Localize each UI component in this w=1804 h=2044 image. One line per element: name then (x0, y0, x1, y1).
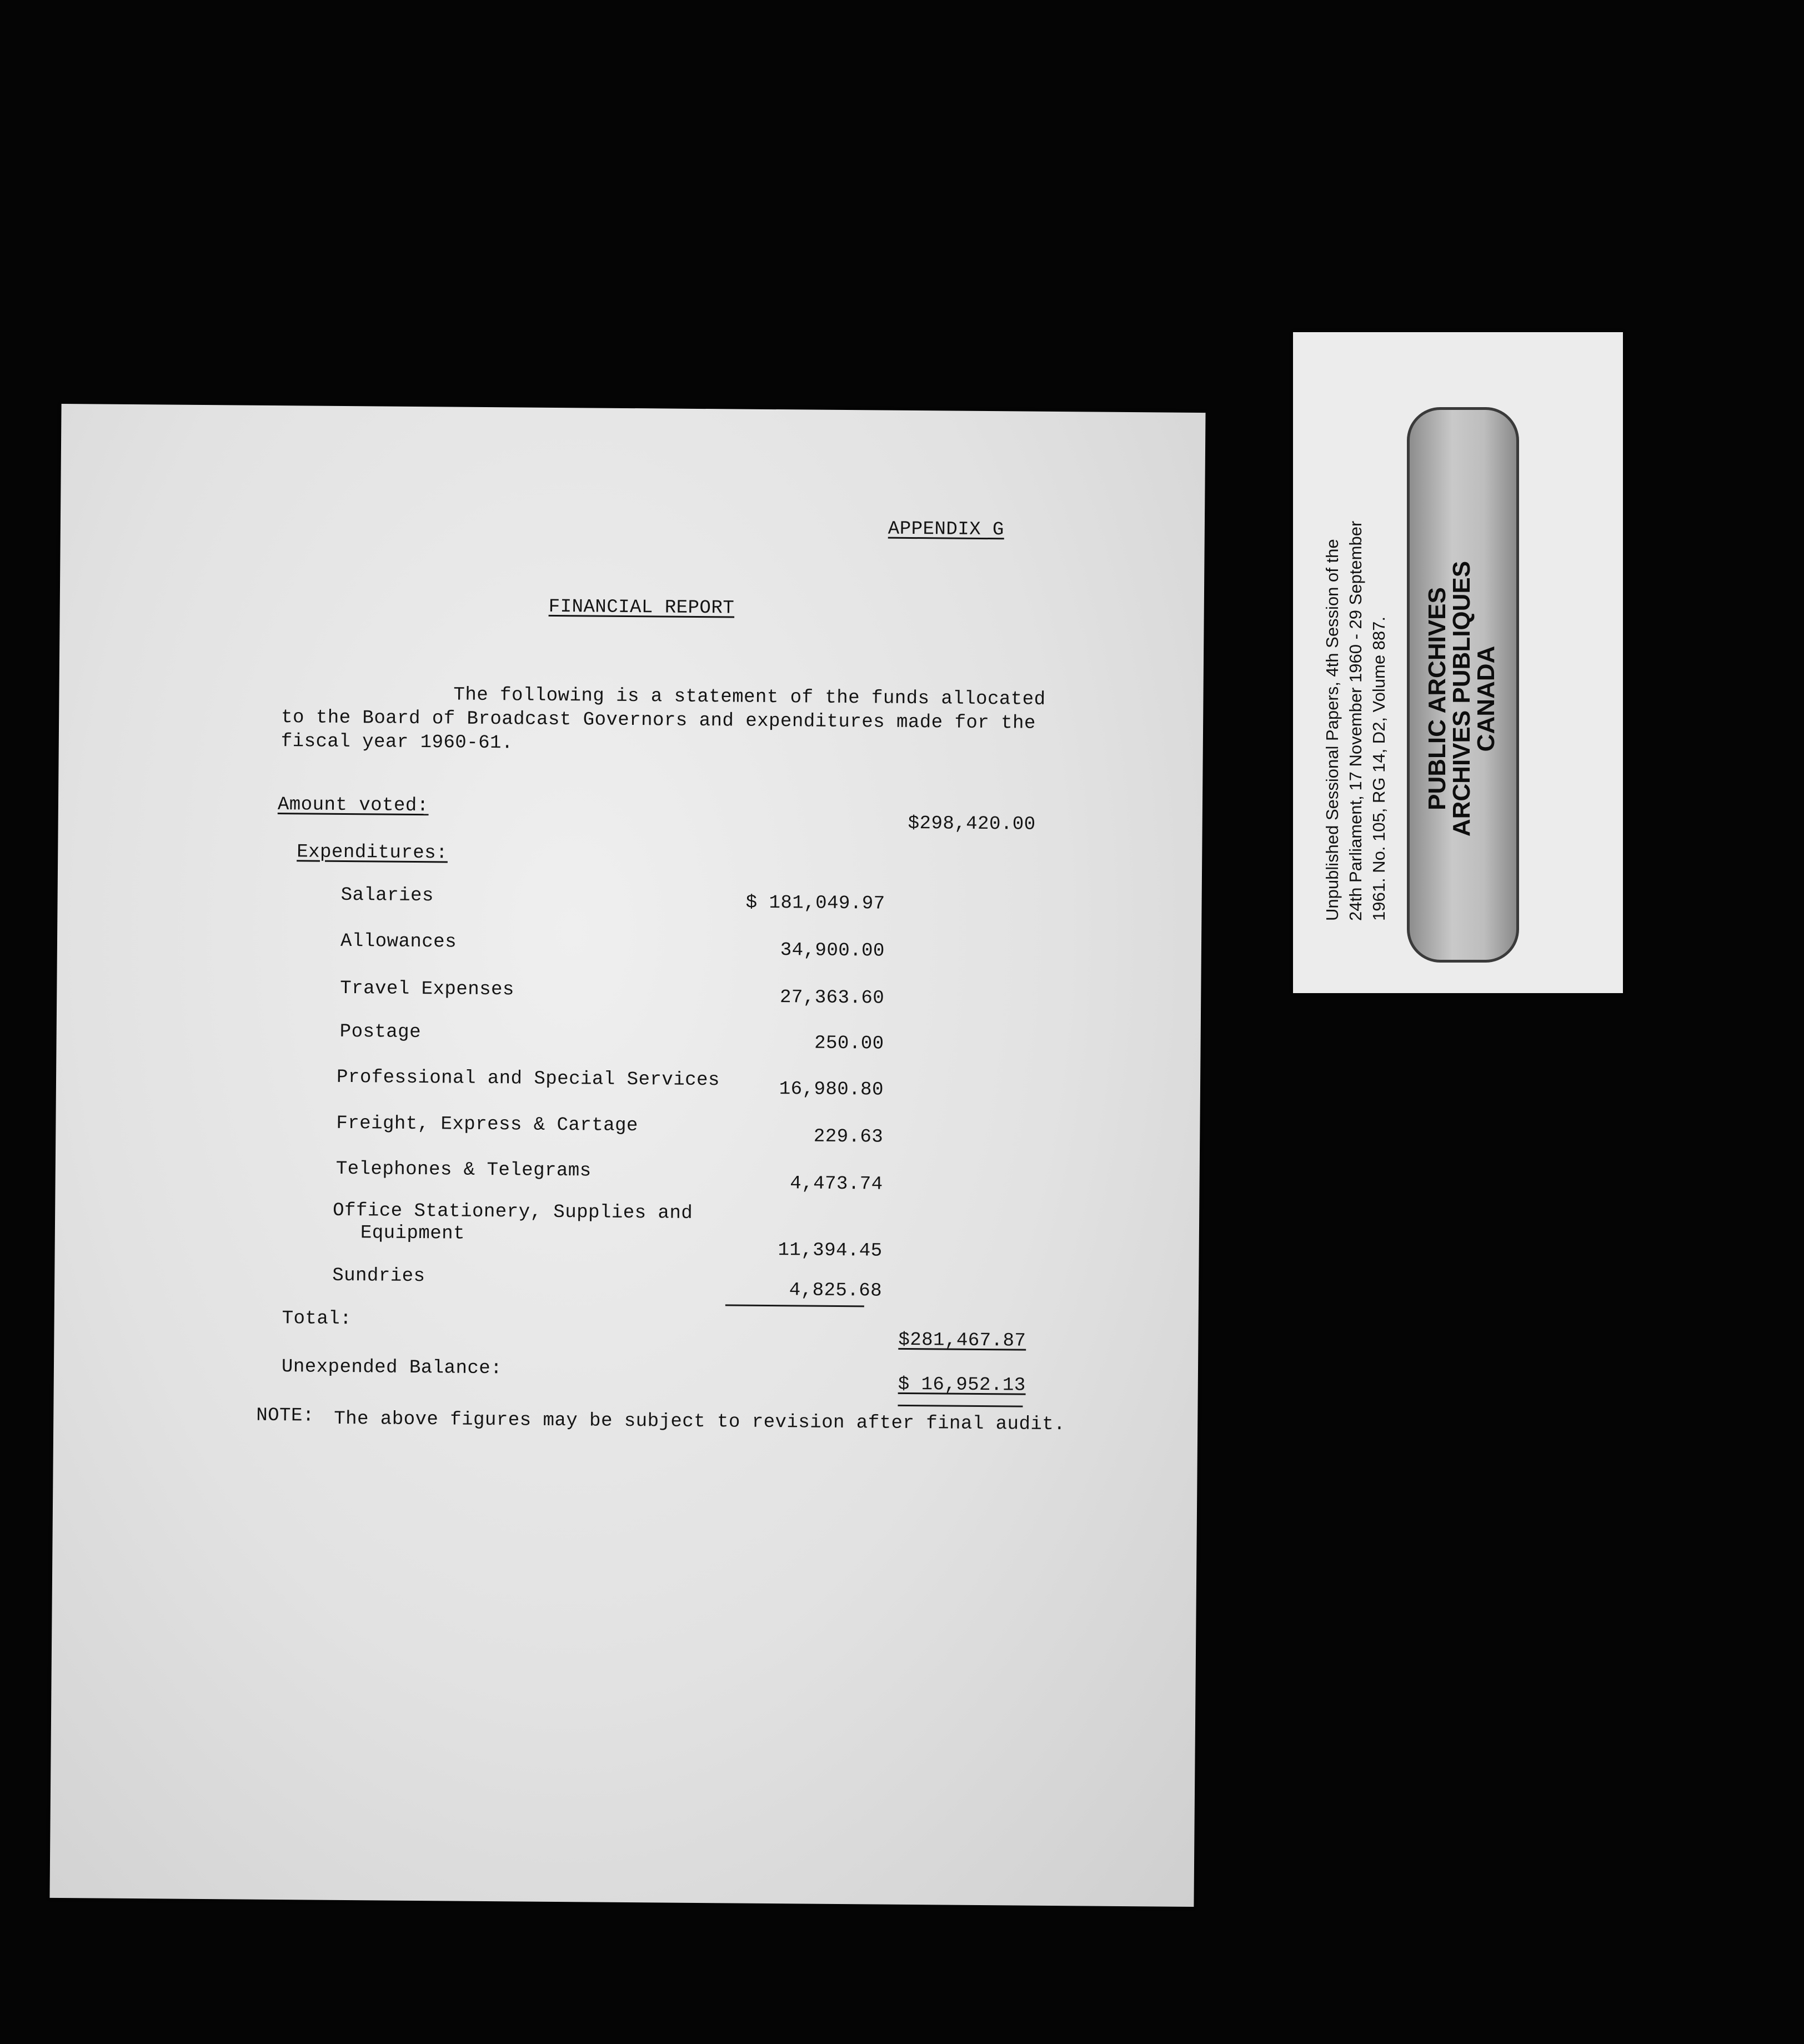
expenditures-label: Expenditures: (297, 841, 448, 864)
subtotal-rule (725, 1304, 864, 1307)
note-text: The above figures may be subject to revision after final audit. (334, 1408, 1066, 1436)
intro-line-1: The following is a statement of the funds allocated (453, 684, 1046, 710)
intro-line-2: to the Board of Broadcast Governors and expenditures made for the (281, 707, 1036, 734)
expense-label: Postage (339, 1021, 422, 1044)
expense-label: Sundries (332, 1265, 425, 1287)
amount-voted-label: Amount voted: (277, 794, 429, 817)
expense-value: 4,825.68 (789, 1280, 883, 1302)
stamp-line: CANADA (1472, 645, 1500, 752)
double-underline (898, 1405, 1023, 1407)
expense-value: 34,900.00 (780, 940, 885, 962)
citation-line: 24th Parliament, 17 November 1960 - 29 September (1346, 520, 1365, 921)
expense-value: $ 181,049.97 (745, 892, 885, 915)
citation-line: 1961. No. 105, RG 14, D2, Volume 887. (1369, 616, 1389, 921)
expense-label-continued: Equipment (360, 1223, 465, 1245)
expense-value: 27,363.60 (779, 987, 885, 1009)
intro-line-3: fiscal year 1960-61. (280, 731, 514, 754)
expense-label: Allowances (340, 930, 457, 953)
appendix-label: APPENDIX G (888, 518, 1005, 541)
expense-label: Freight, Express & Cartage (336, 1113, 639, 1137)
balance-value: $ 16,952.13 (898, 1374, 1026, 1396)
expense-label: Salaries (340, 884, 434, 907)
expense-label: Professional and Special Services (336, 1066, 720, 1091)
archives-stamp (1407, 407, 1519, 963)
citation-line: Unpublished Sessional Papers, 4th Session of the (1322, 539, 1342, 921)
archive-citation (1321, 377, 1391, 921)
amount-voted-value: $298,420.00 (908, 813, 1036, 835)
note-label: NOTE: (256, 1405, 314, 1427)
stamp-line: PUBLIC ARCHIVES (1424, 587, 1451, 810)
archive-label-card (1293, 332, 1623, 993)
expense-value: 4,473.74 (790, 1173, 883, 1195)
expense-value: 229.63 (813, 1126, 884, 1148)
expense-value: 11,394.45 (778, 1240, 883, 1262)
expense-value: 16,980.80 (779, 1079, 884, 1101)
expense-label: Office Stationery, Supplies and (333, 1200, 693, 1224)
stamp-line: ARCHIVES PUBLIQUES (1448, 560, 1475, 837)
total-label: Total: (282, 1308, 352, 1330)
report-title: FINANCIAL REPORT (548, 596, 735, 619)
expense-value: 250.00 (814, 1033, 884, 1055)
expense-label: Telephones & Telegrams (335, 1158, 592, 1182)
expense-label: Travel Expenses (340, 978, 515, 1001)
balance-label: Unexpended Balance: (281, 1356, 503, 1380)
total-value: $281,467.87 (898, 1329, 1026, 1352)
financial-report-page (49, 404, 1205, 1907)
